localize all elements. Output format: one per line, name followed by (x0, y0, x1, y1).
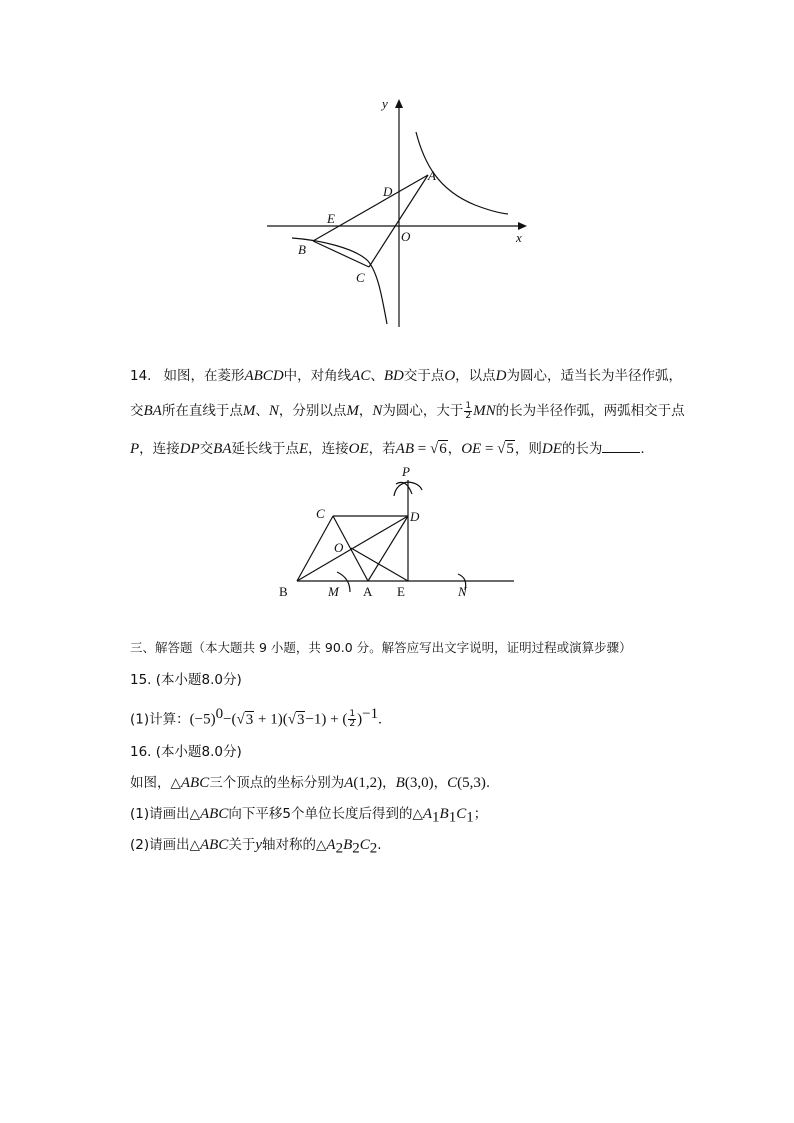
label-P: P (402, 464, 410, 479)
label-M: M (328, 584, 339, 599)
hyperbola-branch-2 (292, 238, 387, 324)
label-O: O (334, 540, 344, 555)
q14-line-1: 14. 如图，在菱形ABCD中，对角线AC、BD交于点O，以点D为圆心，适当长为半径作弧， (130, 368, 683, 384)
line-BA (313, 175, 428, 241)
q14-number: 14. (130, 368, 152, 384)
q16-part-2: (2)请画出△ABC关于y轴对称的$\triangle A_2B_2C_2$. (130, 837, 382, 857)
label-B: B (298, 242, 306, 257)
fraction-half-2: $\frac{1}{2}$ (349, 709, 356, 729)
label-E: E (397, 584, 405, 599)
hyperbola-figure (260, 95, 535, 330)
label-E: E (327, 211, 335, 226)
q15-header: 15. (本小题8.0分) (130, 672, 242, 688)
label-D: D (383, 184, 393, 199)
answer-blank[interactable] (602, 440, 640, 453)
y-axis-arrow (395, 99, 403, 108)
label-O: O (401, 229, 411, 244)
q14-line-3: P，连接DP交BA延长线于点E，连接OE，若AB = √6，OE = √5，则DE的长为 . (130, 441, 645, 457)
side-BC (297, 516, 333, 581)
arc-P-2 (396, 482, 412, 494)
x-axis-arrow (518, 222, 527, 230)
q16-part-1: (1)请画出△ABC向下平移5个单位长度后得到的$\triangle A_1B_1C_1$； (130, 806, 488, 826)
label-A: A (363, 584, 373, 599)
section-3-heading: 三、解答题（本大题共 9 小题，共 90.0 分。解答应写出文字说明，证明过程或演算步骤） (130, 640, 632, 655)
label-y: y (382, 96, 388, 111)
side-DA (368, 516, 408, 581)
label-x: x (516, 230, 522, 245)
label-B: B (279, 584, 288, 599)
q15-part-1: (1)计算：$(-5)^0-(√3 + 1)(√3-1)$ + ( $\frac{1}{2}$ )$^{-1}$. (130, 706, 382, 729)
line-BC (313, 241, 369, 267)
label-D: D (410, 509, 420, 524)
q14-line-2: 交BA所在直线于点M、N，分别以点M，N为圆心，大于 $\frac{1}{2}$ MN的长为半径作弧，两弧相交于点 (130, 400, 685, 421)
arc-M (337, 572, 350, 592)
label-C: C (356, 270, 365, 285)
label-N: N (458, 584, 467, 599)
label-C: C (316, 506, 325, 521)
q16-intro: 如图，△ABC三个顶点的坐标分别为A(1,2)，B(3,0)，C(5,3). (130, 775, 491, 791)
label-A: A (428, 168, 436, 183)
rhombus-figure (270, 460, 525, 605)
fraction-half: $\frac{1}{2}$ (465, 400, 472, 421)
q16-header: 16. (本小题8.0分) (130, 744, 242, 760)
